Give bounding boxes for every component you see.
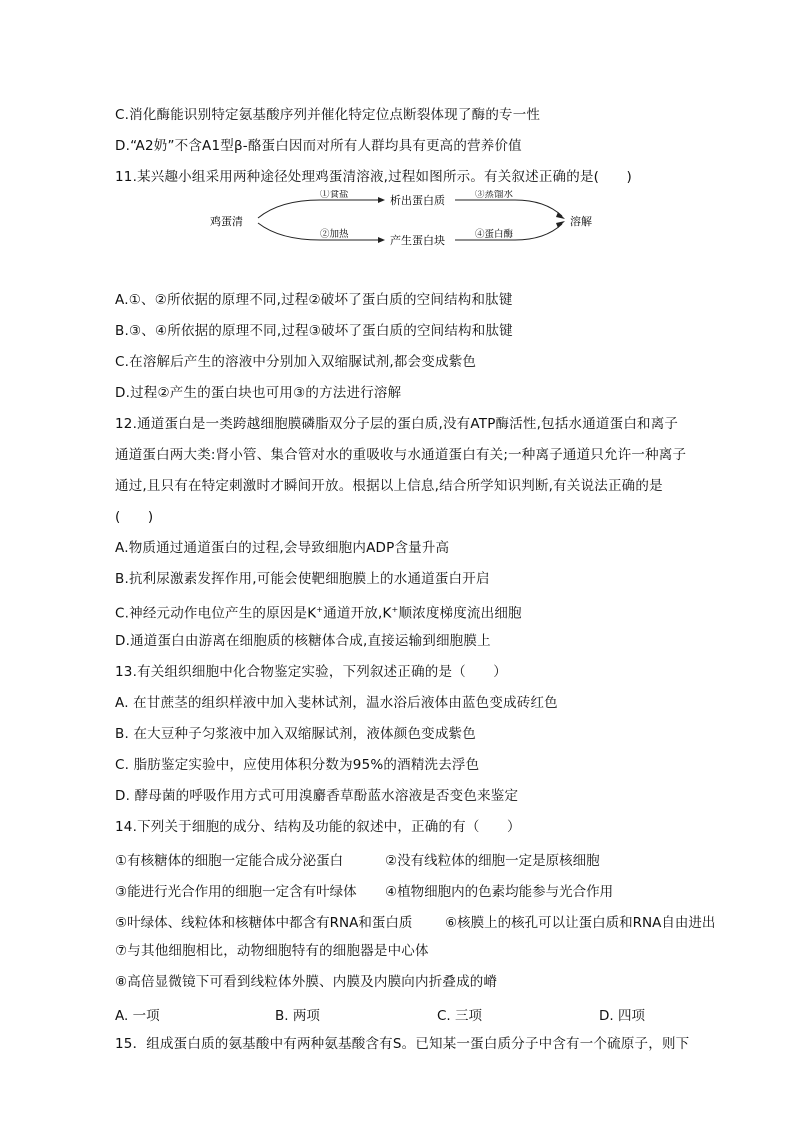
- q12c-sup1: +: [316, 605, 324, 614]
- q12c-pre: C.神经元动作电位产生的原因是K: [115, 605, 317, 622]
- diagram-step4: ④蛋白酶: [475, 229, 514, 240]
- q11-option-d: D.过程②产生的蛋白块也可用③的方法进行溶解: [115, 385, 402, 401]
- q11-process-diagram: [210, 190, 605, 250]
- q13-stem: 13.有关组织细胞中化合物鉴定实验，下列叙述正确的是（ ）: [115, 664, 507, 680]
- q12c-mid: 通道开放,K: [323, 605, 392, 622]
- diagram-step1: ①食盐: [320, 190, 349, 200]
- diagram-step2: ②加热: [320, 229, 349, 240]
- q10-option-c: C.消化酶能识别特定氨基酸序列并催化特定位点断裂体现了酶的专一性: [115, 107, 541, 123]
- q11-option-a: A.①、②所依据的原理不同,过程②破坏了蛋白质的空间结构和肽键: [115, 292, 513, 308]
- q14-options: [115, 1004, 715, 1022]
- q14-statements-3-4: [115, 880, 715, 898]
- q12-option-c: [115, 601, 522, 623]
- q14-option-b: B. 两项: [275, 1008, 320, 1024]
- q14-statement-2: ②没有线粒体的细胞一定是原核细胞: [385, 853, 600, 869]
- q12c-post: 顺浓度梯度流出细胞: [398, 605, 522, 622]
- q14-option-c: C. 三项: [437, 1008, 483, 1024]
- q12-stem-line3: 通过,且只有在特定刺激时才瞬间开放。根据以上信息,结合所学知识判断,有关说法正确的是: [115, 478, 663, 494]
- q14-statement-6: ⑥核膜上的核孔可以让蛋白质和RNA自由进出: [445, 915, 716, 931]
- q12-option-b: B.抗利尿激素发挥作用,可能会使靶细胞膜上的水通道蛋白开启: [115, 571, 490, 587]
- q10-option-d: D.“A2奶”不含A1型β-酪蛋白因而对所有人群均具有更高的营养价值: [115, 138, 522, 154]
- q14-statement-1: ①有核糖体的细胞一定能合成分泌蛋白: [115, 853, 344, 869]
- diagram-bottom-mid: 产生蛋白块: [390, 234, 445, 247]
- q14-statements-5-6: [115, 911, 715, 929]
- diagram-end: 溶解: [570, 215, 592, 228]
- q14-statements-1-2: [115, 849, 715, 867]
- q13-option-c: C. 脂肪鉴定实验中，应使用体积分数为95%的酒精洗去浮色: [115, 757, 480, 773]
- diagram-start: 鸡蛋清: [210, 215, 243, 228]
- q14-statement-8: ⑧高倍显微镜下可看到线粒体外膜、内膜及内膜向内折叠成的嵴: [115, 974, 498, 990]
- q15-stem: 15．组成蛋白质的氨基酸中有两种氨基酸含有S。已知某一蛋白质分子中含有一个硫原子，则下: [115, 1036, 690, 1052]
- q12-stem-line2: 通道蛋白两大类:肾小管、集合管对水的重吸收与水通道蛋白有关;一种离子通道只允许一种离子: [115, 447, 687, 463]
- q13-option-a: A. 在甘蔗茎的组织样液中加入斐林试剂，温水浴后液体由蓝色变成砖红色: [115, 695, 558, 711]
- q14-option-d: D. 四项: [599, 1008, 645, 1024]
- q12-stem-line4: ( ): [115, 509, 154, 525]
- q11-option-c: C.在溶解后产生的溶液中分别加入双缩脲试剂,都会变成紫色: [115, 354, 477, 370]
- q12c-sup2: +: [391, 605, 399, 614]
- diagram-top-mid: 析出蛋白质: [390, 194, 445, 207]
- q14-statement-4: ④植物细胞内的色素均能参与光合作用: [385, 884, 614, 900]
- q13-option-d: D. 酵母菌的呼吸作用方式可用溴麝香草酚蓝水溶液是否变色来鉴定: [115, 788, 519, 804]
- q14-statement-5: ⑤叶绿体、线粒体和核糖体中都含有RNA和蛋白质: [115, 915, 413, 931]
- q11-stem: 11.某兴趣小组采用两种途径处理鸡蛋清溶液,过程如图所示。有关叙述正确的是( ): [115, 169, 632, 185]
- q12-option-a: A.物质通过通道蛋白的过程,会导致细胞内ADP含量升高: [115, 540, 450, 556]
- diagram-step3: ③蒸馏水: [475, 190, 514, 200]
- q13-option-b: B. 在大豆种子匀浆液中加入双缩脲试剂，液体颜色变成紫色: [115, 726, 476, 742]
- q14-option-a: A. 一项: [115, 1008, 160, 1024]
- q14-statement-7: ⑦与其他细胞相比，动物细胞特有的细胞器是中心体: [115, 943, 429, 959]
- q14-statement-3: ③能进行光合作用的细胞一定含有叶绿体: [115, 884, 357, 900]
- q11-option-b: B.③、④所依据的原理不同,过程③破坏了蛋白质的空间结构和肽键: [115, 323, 513, 339]
- q12-option-d: D.通道蛋白由游离在细胞质的核糖体合成,直接运输到细胞膜上: [115, 633, 491, 649]
- q12-stem-line1: 12.通道蛋白是一类跨越细胞膜磷脂双分子层的蛋白质,没有ATP酶活性,包括水通道蛋白和离子: [115, 416, 679, 432]
- q14-stem: 14.下列关于细胞的成分、结构及功能的叙述中，正确的有（ ）: [115, 819, 521, 835]
